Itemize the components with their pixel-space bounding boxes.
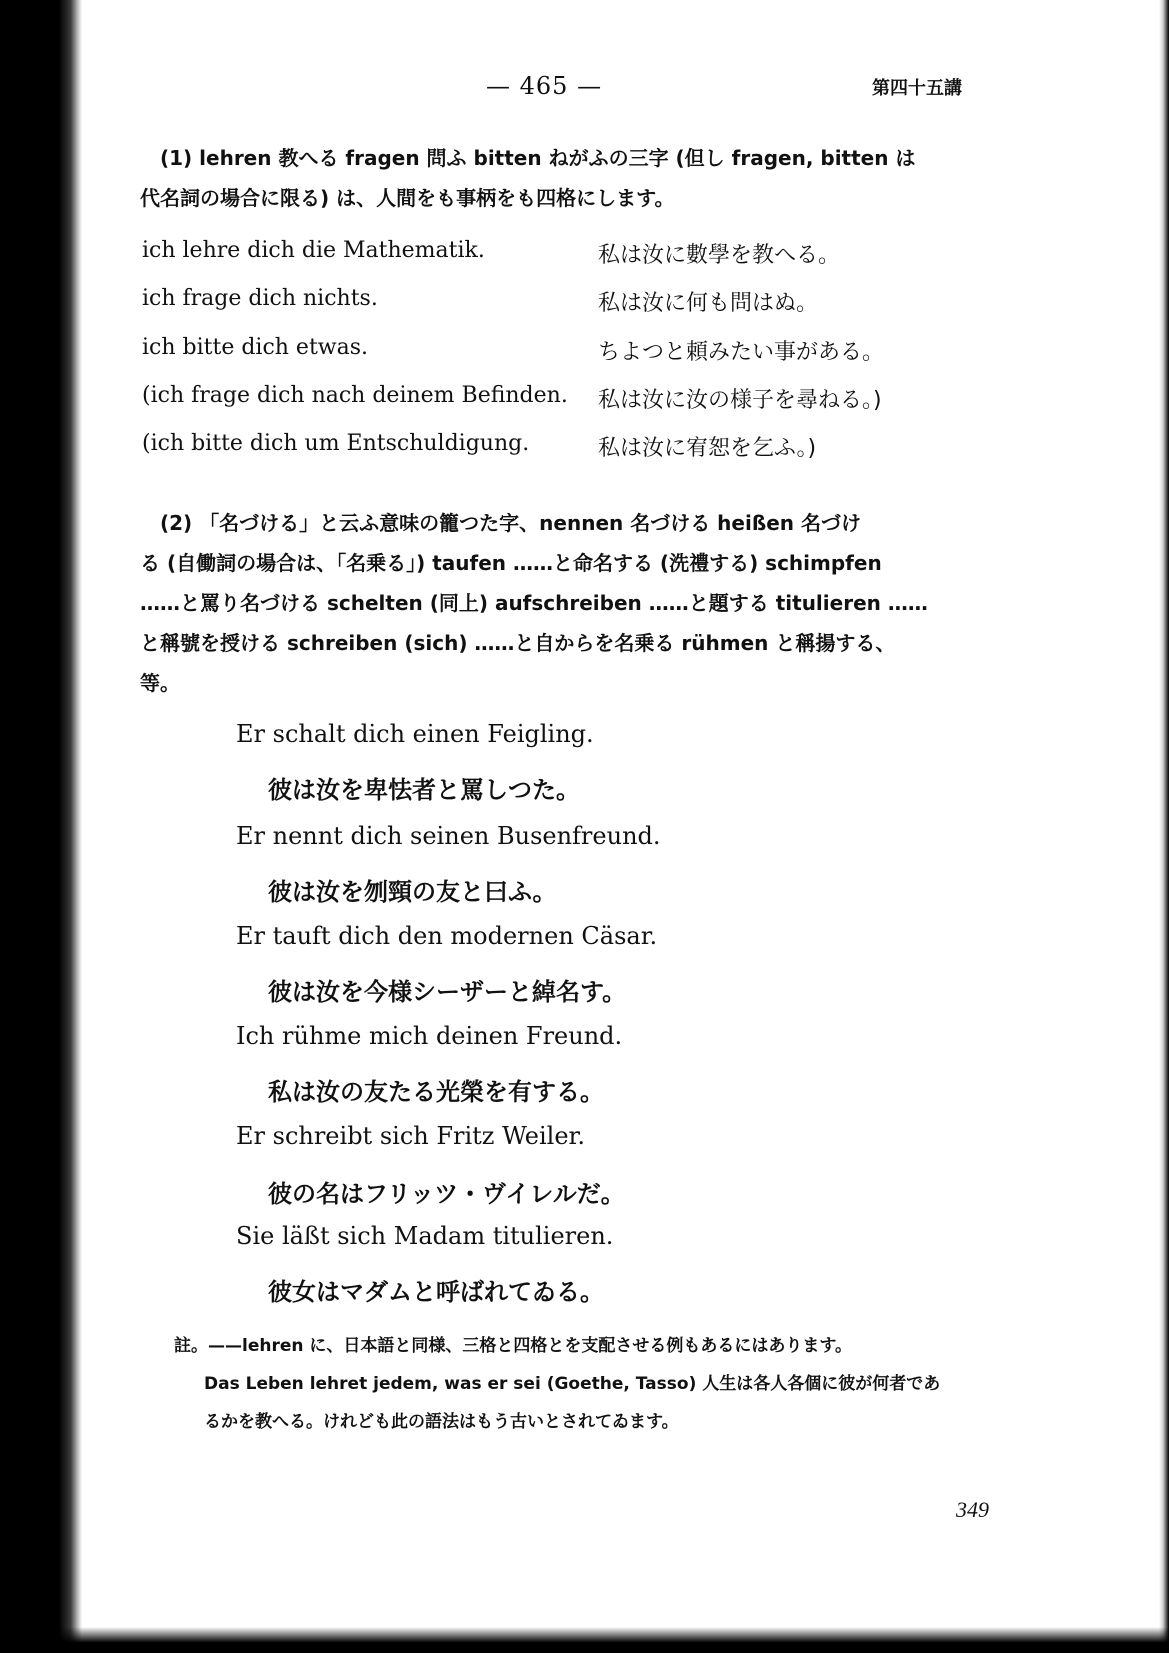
chapter-heading: 第四十五講: [872, 78, 962, 99]
scan-bottom-edge: [0, 1627, 1169, 1653]
german-example: Ich rühme mich deinen Freund.: [236, 1022, 623, 1050]
footnote: [174, 1327, 1000, 1441]
section-2-paragraph: [140, 503, 988, 703]
section-2-line: 等。: [140, 671, 180, 695]
footnote-line: 註。——lehren に、日本語と同様、三格と四格とを支配させる例もあるにはあります。: [174, 1336, 853, 1356]
german-example: Er schalt dich einen Feigling.: [236, 720, 594, 748]
german-example: Er tauft dich den modernen Cäsar.: [236, 922, 658, 950]
japanese-example: 彼は汝を卑怯者と罵しつた。: [268, 776, 580, 804]
section-1-line: (1) lehren 教へる fragen 問ふ bitten ねがふの三字 (但し fragen, bitten は: [160, 146, 916, 170]
german-example: Sie läßt sich Madam titulieren.: [236, 1222, 614, 1250]
japanese-translation: ちよつと頼みたい事がある。: [598, 340, 885, 365]
section-2-line: と稱號を授ける schreiben (sich) ……と自からを名乗る rühmen と稱揚する、: [140, 631, 896, 655]
section-1-line: 代名詞の場合に限る) は、人間をも事柄をも四格にします。: [140, 186, 675, 210]
japanese-example: 彼は汝を今様シーザーと綽名す。: [268, 978, 627, 1006]
footnote-line: Das Leben lehret jedem, was er sei (Goethe, Tasso) 人生は各人各個に彼が何者であ: [204, 1374, 941, 1394]
german-example: Er schreibt sich Fritz Weiler.: [236, 1122, 585, 1150]
german-sentence: ich frage dich nichts.: [142, 286, 378, 311]
german-sentence: (ich bitte dich um Entschuldigung.: [142, 431, 530, 456]
german-example: Er nennt dich seinen Busenfreund.: [236, 822, 661, 850]
german-sentence: ich lehre dich die Mathematik.: [142, 238, 485, 263]
footnote-line: るかを教へる。けれども此の語法はもう古いとされてゐます。: [204, 1412, 679, 1432]
scan-right-edge: [1159, 0, 1169, 1653]
japanese-example: 彼の名はフリッツ・ヴイレルだ。: [268, 1180, 625, 1208]
section-2-line: ……と罵り名づける schelten (同上) aufschreiben ……と題する titulieren ……: [140, 591, 928, 615]
japanese-translation: 私は汝に宥恕を乞ふ。): [598, 436, 817, 461]
german-sentence: ich bitte dich etwas.: [142, 335, 369, 360]
section-2-line: (2) 「名づける」と云ふ意味の籠つた字、nennen 名づける heißen 名づけ: [160, 511, 861, 535]
page-number: — 465 —: [486, 72, 603, 100]
japanese-translation: 私は汝に何も問はぬ。: [598, 291, 819, 316]
japanese-example: 私は汝の友たる光榮を有する。: [268, 1078, 604, 1106]
japanese-translation: 私は汝に汝の様子を尋ねる。): [598, 388, 882, 413]
section-1-paragraph: [140, 138, 988, 218]
scan-left-edge: [0, 0, 82, 1653]
folio-number: 349: [956, 1497, 989, 1522]
japanese-example: 彼女はマダムと呼ばれてゐる。: [268, 1278, 604, 1306]
german-sentence: (ich frage dich nach deinem Befinden.: [142, 383, 568, 408]
japanese-translation: 私は汝に數學を教へる。: [598, 243, 841, 268]
section-2-line: る (自働詞の場合は、「名乗る」) taufen ……と命名する (洗禮する) schimpfen: [140, 551, 882, 575]
japanese-example: 彼は汝を刎頸の友と曰ふ。: [268, 878, 557, 906]
